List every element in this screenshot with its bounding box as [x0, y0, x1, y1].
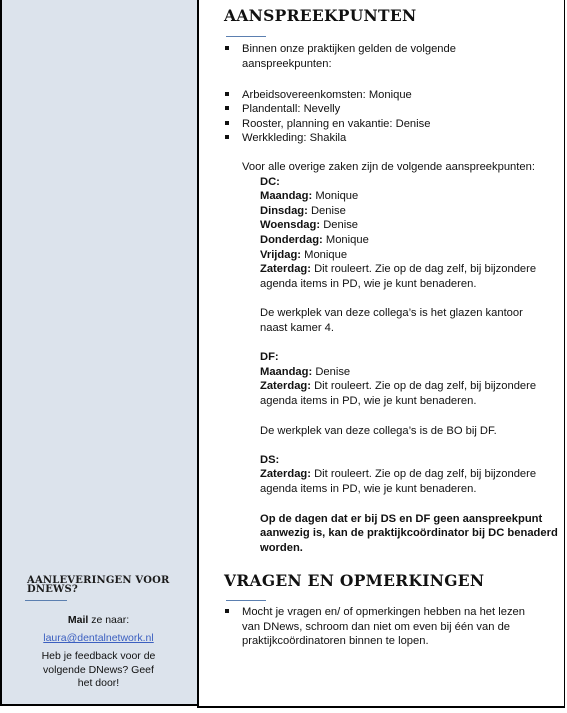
heading-aanspreekpunten: AANSPREEKPUNTEN: [224, 6, 417, 25]
dc-maandag: Maandag: Monique: [260, 190, 359, 202]
page-border-right: [564, 0, 565, 706]
df-label: DF:: [260, 351, 279, 363]
heading-rule: [226, 600, 266, 601]
list-item: Rooster, planning en vakantie: Denise: [242, 118, 431, 130]
note-line-2: aanwezig is, kan de praktijkcoördinator bij DC benaderd: [260, 527, 558, 539]
dc-werkplek-1: De werkplek van deze collega’s is het glazen kantoor: [260, 307, 523, 319]
note-line-3: worden.: [260, 542, 303, 554]
intro-line-2: aanspreekpunten:: [242, 58, 332, 70]
dc-woensdag: Woensdag: Denise: [260, 219, 359, 231]
vragen-line-2: van DNews, schroom dan niet om even bij één van de: [242, 621, 511, 633]
sidebar-title: AANLEVERINGEN VOOR DNEWS?: [27, 575, 170, 595]
mail-rest: ze naar:: [88, 614, 130, 626]
dc-vrijdag: Vrijdag: Monique: [260, 249, 348, 261]
feedback-text: Heb je feedback voor de volgende DNews? Geef het door!: [41, 650, 156, 689]
dc-werkplek-2: naast kamer 4.: [260, 322, 334, 334]
vragen-line-1: Mocht je vragen en/ of opmerkingen hebben na het lezen: [242, 606, 525, 618]
bullet: [225, 609, 229, 613]
list-item: Plandentall: Nevelly: [242, 103, 341, 115]
mail-label: Mail: [67, 614, 89, 626]
ds-zaterdag-cont: agenda items in PD, wie je kunt benaderen.: [260, 483, 477, 495]
page-border-bottom: [197, 706, 565, 708]
list-item: Werkkleding: Shakila: [242, 132, 347, 144]
heading-vragen: VRAGEN EN OPMERKINGEN: [224, 571, 485, 590]
note-line-1: Op de dagen dat er bij DS en DF geen aanspreekpunt: [260, 513, 543, 525]
heading-rule: [226, 36, 266, 37]
ds-zaterdag: Zaterdag: Dit rouleert. Zie op de dag zelf, bij bijzondere: [260, 468, 537, 480]
email-link[interactable]: laura@dentalnetwork.nl: [43, 632, 154, 644]
column-divider: [197, 0, 199, 708]
intro-line-1: Binnen onze praktijken gelden de volgende: [242, 43, 456, 55]
dc-dinsdag: Dinsdag: Denise: [260, 205, 346, 217]
dc-label: DC:: [260, 176, 280, 188]
df-zaterdag: Zaterdag: Dit rouleert. Zie op de dag zelf, bij bijzondere: [260, 380, 537, 392]
sidebar-mail-text: [0, 614, 197, 626]
list-item: Arbeidsovereenkomsten: Monique: [242, 89, 412, 101]
dc-zaterdag: Zaterdag: Dit rouleert. Zie op de dag zelf, bij bijzondere: [260, 263, 537, 275]
df-zaterdag-cont: agenda items in PD, wie je kunt benaderen.: [260, 395, 477, 407]
dc-zaterdag-cont: agenda items in PD, wie je kunt benaderen.: [260, 278, 477, 290]
ds-label: DS:: [260, 454, 280, 466]
bullet: [225, 106, 229, 110]
sidebar-title-rule: [25, 600, 67, 601]
bullet: [225, 135, 229, 139]
vragen-line-3: praktijkcoördinatoren binnen te lopen.: [242, 635, 429, 647]
dc-donderdag: Donderdag: Monique: [260, 234, 369, 246]
bullet: [225, 121, 229, 125]
bullet: [225, 46, 229, 50]
other-contacts-intro: Voor alle overige zaken zijn de volgende aanspreekpunten:: [242, 161, 535, 173]
df-maandag: Maandag: Denise: [260, 366, 351, 378]
df-werkplek: De werkplek van deze collega’s is de BO bij DF.: [260, 425, 497, 437]
bullet: [225, 92, 229, 96]
